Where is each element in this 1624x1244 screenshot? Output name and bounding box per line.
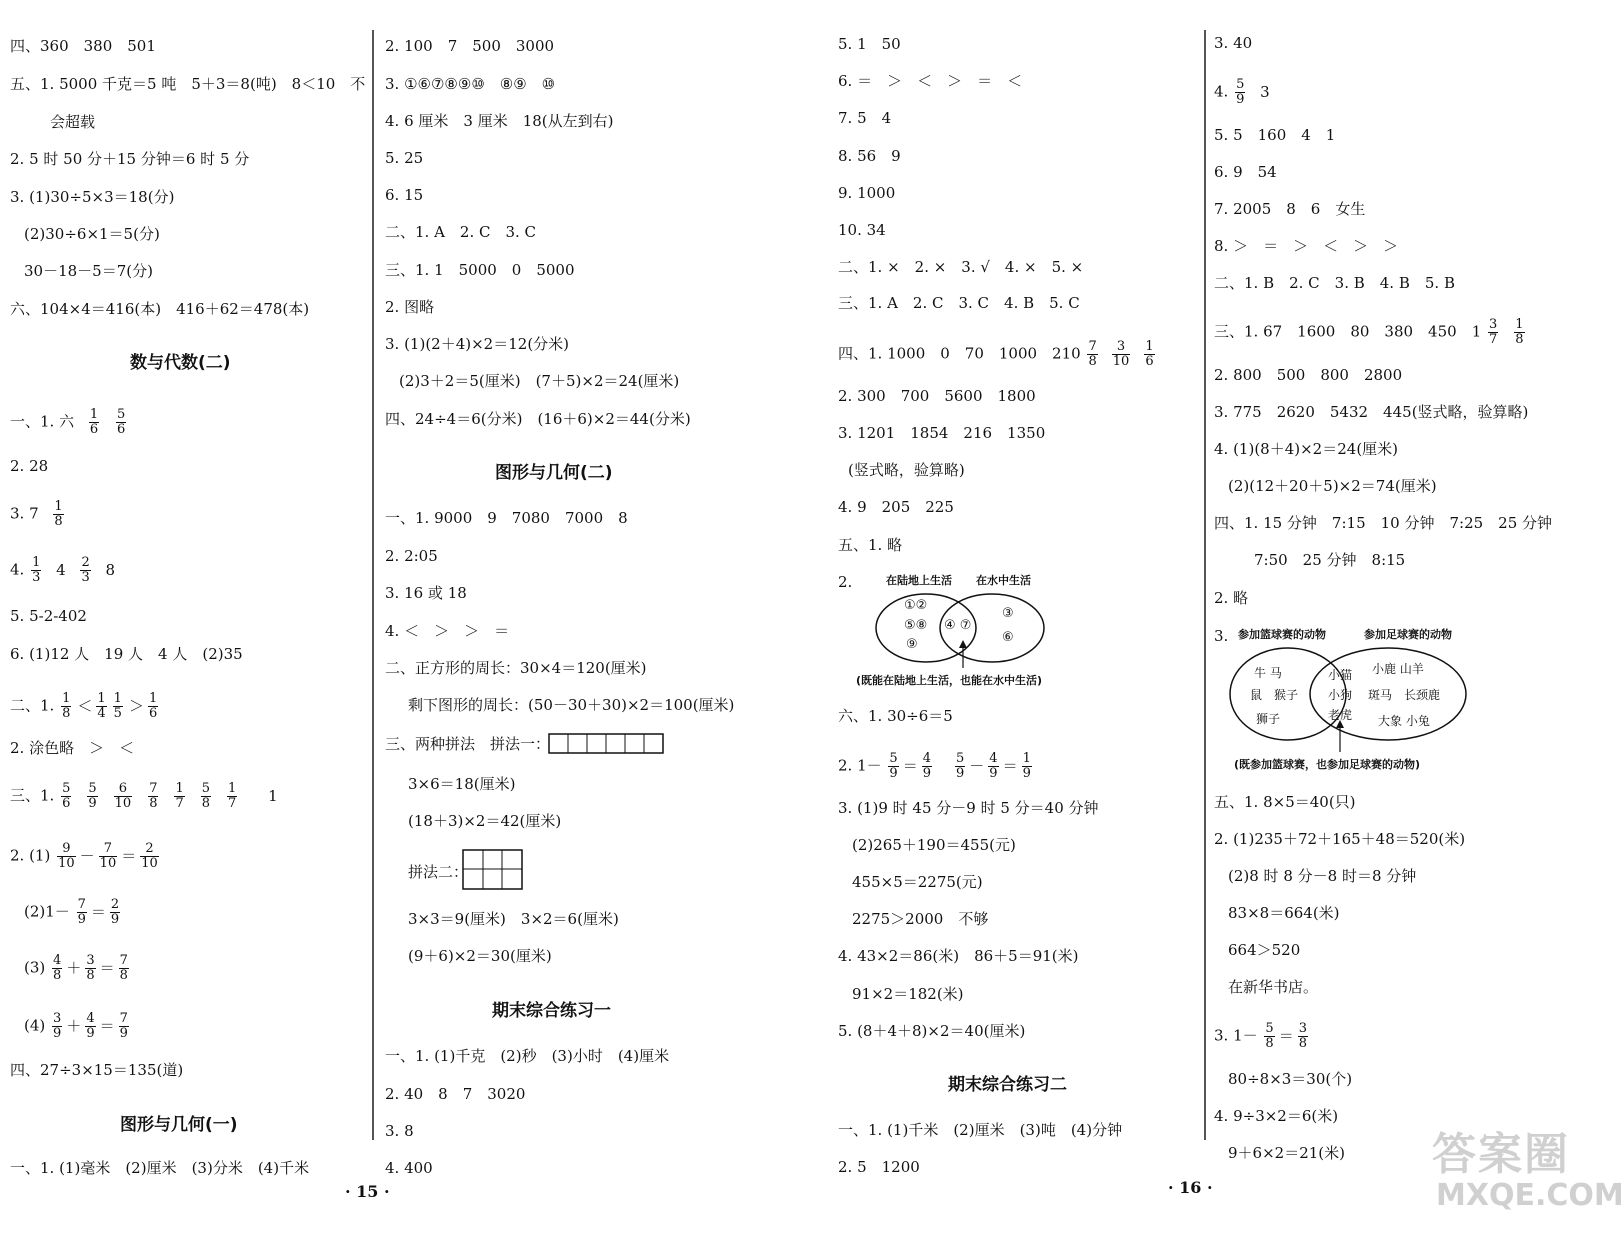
answer-text: 3	[1260, 82, 1270, 101]
answer-line: 二、1. A 2. C 3. C	[385, 223, 537, 241]
math-operator: －	[969, 756, 985, 775]
grid-figure-2x3	[462, 849, 524, 891]
fraction: $\frac{5}{6}$	[116, 407, 126, 437]
venn-item: 小狗	[1328, 688, 1353, 702]
venn-note: (既能在陆地上生活，也能在水中生活)	[856, 674, 1043, 687]
fraction: $\frac{3}{8}$	[1298, 1021, 1307, 1051]
fraction: $\frac{1}{4}$	[97, 691, 106, 721]
answer-line: 3. (1)9 时 45 分－9 时 5 分＝40 分钟	[838, 799, 1099, 817]
math-operator: ＋	[66, 1016, 82, 1035]
answer-text: (4)	[24, 1016, 46, 1035]
venn-item: 小鹿 山羊	[1372, 662, 1424, 676]
answer-line: 2. 略	[1214, 589, 1249, 607]
fraction-group	[50, 953, 131, 983]
fraction: $\frac{7}{8}$	[119, 953, 128, 983]
fraction: $\frac{7}{9}$	[119, 1011, 128, 1041]
fraction: $\frac{3}{9}$	[53, 1011, 62, 1041]
venn-label-left: 参加篮球赛的动物	[1238, 628, 1326, 641]
fraction: $\frac{1}{5}$	[113, 691, 122, 721]
answer-line: 2. 2:05	[385, 547, 438, 565]
answer-line	[838, 340, 1167, 369]
answer-line	[10, 842, 161, 871]
answer-line: 4. ＜ ＞ ＞ ＝	[385, 622, 510, 640]
fraction: $\frac{5}{9}$	[88, 781, 97, 811]
answer-line: 一、1. (1)千克 (2)秒 (3)小时 (4)厘米	[385, 1047, 670, 1065]
page-number: · 15 ·	[345, 1182, 390, 1201]
answer-line: 四、27÷3×15＝135(道)	[10, 1061, 184, 1079]
venn-diagram-land-water	[856, 570, 1068, 690]
answer-line: 拼法二：	[408, 863, 469, 881]
venn-item: 老虎	[1328, 708, 1353, 722]
answer-text: (3)	[24, 958, 46, 977]
answer-text: 2. 1－	[838, 756, 882, 775]
venn-item: ⑥	[1002, 630, 1014, 645]
fraction: $\frac{1}{7}$	[175, 781, 184, 811]
math-operator: －	[79, 846, 95, 865]
answer-line: 会超载	[50, 113, 96, 131]
answer-line	[10, 408, 128, 437]
answer-line: 3. 1201 1854 216 1350	[838, 424, 1046, 442]
answer-line: 6. 9 54	[1214, 163, 1277, 181]
answer-text: 2. (1)	[10, 846, 51, 865]
answer-line: 6. (1)12 人 19 人 4 人 (2)35	[10, 645, 243, 663]
answer-line: 6. ＝ ＞ ＜ ＞ ＝ ＜	[838, 72, 1023, 90]
answer-line: 五、1. 5000 千克＝5 吨 5＋3＝8(吨) 8＜10 不	[10, 75, 366, 93]
answer-line: 4. 43×2＝86(米) 86＋5＝91(米)	[838, 947, 1079, 965]
answer-text: 三、1.	[10, 786, 55, 805]
answer-line: 四、24÷4＝6(分米) (16＋6)×2＝44(分米)	[385, 410, 691, 428]
answer-line: 剩下图形的周长：(50－30＋30)×2＝100(厘米)	[408, 696, 735, 714]
fraction: $\frac{4}{8}$	[53, 953, 62, 983]
fraction: $\frac{5}{9}$	[956, 751, 965, 781]
grid-figure-1x6	[548, 733, 666, 755]
answer-line: (2)8 时 8 分－8 时＝8 分钟	[1228, 867, 1417, 885]
answer-line: 2. 5 时 50 分＋15 分钟＝6 时 5 分	[10, 150, 250, 168]
venn-item: ⑨	[906, 637, 918, 652]
fraction: $\frac{1}{3}$	[32, 555, 41, 585]
fraction-group	[59, 691, 162, 721]
answer-line	[838, 752, 1034, 781]
math-operator: ＝	[1002, 756, 1018, 775]
fraction: $\frac{5}{9}$	[889, 751, 898, 781]
fraction: $\frac{5}{8}$	[201, 781, 211, 811]
answer-line: 2275＞2000 不够	[852, 910, 989, 928]
answer-line: 91×2＝182(米)	[852, 985, 964, 1003]
section-heading: 图形与几何(二)	[495, 463, 613, 483]
answer-line: 2. 5 1200	[838, 1158, 920, 1176]
fraction: $\frac{3}{8}$	[86, 953, 95, 983]
watermark-url: MXQE.COM	[1436, 1178, 1624, 1213]
fraction: $\frac{7}{8}$	[1088, 339, 1097, 369]
fraction: $\frac{5}{8}$	[1265, 1021, 1274, 1051]
answer-text: 3. 1－	[1214, 1026, 1258, 1045]
answer-text: 3. 7	[10, 504, 39, 523]
answer-line: 2. 300 700 5600 1800	[838, 387, 1036, 405]
answer-line: 5. 5 160 4 1	[1214, 126, 1336, 144]
fraction-group	[1486, 317, 1539, 347]
fraction: $\frac{7}{10}$	[99, 841, 117, 871]
answer-line: 30－18－5＝7(分)	[24, 262, 153, 280]
answer-line: 3×3＝9(厘米) 3×2＝6(厘米)	[408, 910, 619, 928]
math-operator: ＝	[99, 1016, 115, 1035]
fraction: $\frac{1}{8}$	[54, 499, 63, 529]
answer-line: 2. 100 7 500 3000	[385, 37, 555, 55]
answer-line: (18＋3)×2＝42(厘米)	[408, 812, 562, 830]
math-operator: ＜	[77, 696, 93, 715]
answer-line: 455×5＝2275(元)	[852, 873, 983, 891]
fraction: $\frac{3}{7}$	[1489, 317, 1498, 347]
answer-line: 5. (8＋4＋8)×2＝40(厘米)	[838, 1022, 1026, 1040]
section-heading: 图形与几何(一)	[120, 1115, 238, 1135]
fraction: $\frac{4}{9}$	[922, 751, 931, 781]
fraction: $\frac{9}{10}$	[58, 841, 75, 871]
answer-line: (2)3＋2＝5(厘米) (7＋5)×2＝24(厘米)	[399, 372, 680, 390]
answer-line: 三、两种拼法 拼法一：	[385, 735, 551, 753]
answer-line: 一、1. 9000 9 7080 7000 8	[385, 509, 628, 527]
answer-line: 4. 400	[385, 1159, 433, 1177]
answer-line	[10, 692, 162, 721]
venn-item: 大象 小兔	[1378, 714, 1430, 728]
answer-text: (2)1－	[24, 902, 70, 921]
venn-item: ④ ⑦	[944, 618, 972, 633]
answer-line: 3. ①⑥⑦⑧⑨⑩ ⑧⑨ ⑩	[385, 75, 556, 93]
answer-line	[24, 898, 122, 927]
fraction: $\frac{1}{9}$	[1022, 751, 1031, 781]
answer-line: 一、1. (1)千米 (2)厘米 (3)吨 (4)分钟	[838, 1121, 1123, 1139]
answer-line: 六、1. 30÷6＝5	[838, 707, 953, 725]
math-operator: ＝	[99, 958, 115, 977]
fraction: $\frac{6}{10}$	[114, 781, 132, 811]
answer-line: 7:50 25 分钟 8:15	[1254, 551, 1406, 569]
fraction: $\frac{1}{7}$	[228, 781, 237, 811]
venn-item: ①②	[904, 598, 928, 613]
answer-line: 五、1. 8×5＝40(只)	[1214, 793, 1356, 811]
venn-label-right: 在水中生活	[976, 574, 1031, 587]
answer-text: 4.	[10, 560, 25, 579]
fraction: $\frac{3}{10}$	[1112, 339, 1130, 369]
answer-line	[1214, 78, 1270, 107]
column-divider	[1204, 30, 1206, 1140]
fraction: $\frac{2}{10}$	[141, 841, 158, 871]
answer-line	[10, 556, 115, 585]
answer-line: 5. 1 50	[838, 35, 901, 53]
math-operator: ＝	[902, 756, 918, 775]
answer-line: 3×6＝18(厘米)	[408, 775, 516, 793]
fraction: $\frac{1}{6}$	[89, 407, 99, 437]
answer-text: 四、1. 1000 0 70 1000 210	[838, 344, 1081, 363]
answer-line: 8. 56 9	[838, 147, 901, 165]
answer-line: 9＋6×2＝21(米)	[1228, 1144, 1345, 1162]
answer-line: 三、1. A 2. C 3. C 4. B 5. C	[838, 294, 1080, 312]
math-operator: ＝	[90, 902, 106, 921]
answer-line: (2)265＋190＝455(元)	[852, 836, 1016, 854]
fraction: $\frac{1}{8}$	[1515, 317, 1524, 347]
answer-line: 2. 涂色略 ＞ ＜	[10, 739, 135, 757]
section-heading: 数与代数(二)	[130, 353, 231, 373]
fraction-group	[1085, 339, 1166, 369]
answer-line: 3. 40	[1214, 34, 1253, 52]
fraction: $\frac{7}{9}$	[77, 897, 86, 927]
answer-line: 664＞520	[1228, 941, 1301, 959]
answer-line: 83×8＝664(米)	[1228, 904, 1340, 922]
answer-line: 3. 775 2620 5432 445(竖式略，验算略)	[1214, 403, 1529, 421]
section-heading: 期末综合练习二	[948, 1075, 1067, 1095]
fraction-group	[59, 781, 251, 811]
answer-line: 5. 25	[385, 149, 424, 167]
answer-line: 3. (1)(2＋4)×2＝12(分米)	[385, 335, 570, 353]
answer-line: 二、1. × 2. × 3. √ 4. × 5. ×	[838, 258, 1084, 276]
venn-label-left: 在陆地上生活	[886, 574, 952, 587]
answer-text: 二、1.	[10, 696, 55, 715]
answer-line: 5. 5-2-402	[10, 607, 87, 625]
fraction-group	[55, 841, 161, 871]
answer-line: 三、1. 1 5000 0 5000	[385, 261, 575, 279]
page-number: · 16 ·	[1168, 1178, 1213, 1197]
answer-text: 4	[56, 560, 66, 579]
answer-line: 3.	[1214, 627, 1229, 645]
fraction: $\frac{2}{9}$	[110, 897, 120, 927]
venn-item: ⑤⑧	[904, 618, 928, 633]
answer-line: (竖式略，验算略)	[848, 461, 965, 479]
answer-line: 80÷8×3＝30(个)	[1228, 1070, 1353, 1088]
fraction: $\frac{5}{9}$	[1236, 77, 1245, 107]
venn-item: 小猫	[1328, 668, 1353, 682]
watermark-text: 答案圈	[1432, 1129, 1570, 1180]
venn-item: ③	[1002, 606, 1014, 621]
fraction-group	[1262, 1021, 1310, 1051]
answer-text: 8	[105, 560, 116, 579]
answer-line: 四、360 380 501	[10, 37, 156, 55]
fraction: $\frac{7}{8}$	[149, 781, 158, 811]
answer-text: 4.	[1214, 82, 1229, 101]
answer-line: 2. 图略	[385, 298, 435, 316]
answer-line: 8. ＞ ＝ ＞ ＜ ＞ ＞	[1214, 237, 1399, 255]
answer-line: 四、1. 15 分钟 7:15 10 分钟 7:25 25 分钟	[1214, 514, 1553, 532]
answer-text: 1	[268, 786, 278, 805]
fraction-group	[75, 897, 123, 927]
answer-line: 4. 9 205 225	[838, 498, 954, 516]
answer-line: 4. (1)(8＋4)×2＝24(厘米)	[1214, 440, 1399, 458]
fraction: $\frac{1}{6}$	[1145, 339, 1154, 369]
answer-line: 2. 28	[10, 457, 49, 475]
answer-line	[10, 500, 66, 529]
fraction-group	[50, 1011, 131, 1041]
math-operator: ＋	[66, 958, 82, 977]
answer-line	[1214, 318, 1539, 347]
answer-line: 2. (1)235＋72＋165＋48＝520(米)	[1214, 830, 1466, 848]
answer-line: 2. 800 500 800 2800	[1214, 366, 1403, 384]
section-heading: 期末综合练习一	[492, 1001, 611, 1021]
answer-line: 3. 8	[385, 1122, 414, 1140]
math-operator: ＝	[121, 846, 137, 865]
venn-label-right: 参加足球赛的动物	[1364, 628, 1452, 641]
venn-item: 牛 马	[1254, 666, 1282, 680]
answer-line: 六、104×4＝416(本) 416＋62＝478(本)	[10, 300, 310, 318]
answer-line	[24, 1012, 131, 1041]
answer-line: 2.	[838, 573, 853, 591]
fraction: $\frac{4}{9}$	[86, 1011, 95, 1041]
answer-line: 3. (1)30÷5×3＝18(分)	[10, 188, 175, 206]
fraction: $\frac{4}{9}$	[989, 751, 998, 781]
fraction: $\frac{1}{8}$	[62, 691, 71, 721]
fraction: $\frac{1}{6}$	[148, 691, 158, 721]
fraction: $\frac{5}{6}$	[62, 781, 71, 811]
math-operator	[936, 757, 951, 775]
answer-line: 7. 2005 8 6 女生	[1214, 200, 1366, 218]
answer-line	[24, 954, 131, 983]
answer-line: 2. 40 8 7 3020	[385, 1085, 526, 1103]
answer-line: 4. 6 厘米 3 厘米 18(从左到右)	[385, 112, 614, 130]
answer-line	[1214, 1022, 1310, 1051]
answer-line: (2)(12＋20＋5)×2＝74(厘米)	[1228, 477, 1437, 495]
venn-item: 狮子	[1256, 712, 1281, 726]
answer-line: (9＋6)×2＝30(厘米)	[408, 947, 552, 965]
math-operator: ＝	[1278, 1026, 1294, 1045]
answer-line: (2)30÷6×1＝5(分)	[24, 225, 160, 243]
answer-line: 3. 16 或 18	[385, 584, 467, 602]
answer-line: 4. 9÷3×2＝6(米)	[1214, 1107, 1339, 1125]
answer-line: 五、1. 略	[838, 536, 903, 554]
answer-line: 10. 34	[838, 221, 886, 239]
answer-text: 三、1. 67 1600 80 380 450 1	[1214, 322, 1482, 341]
venn-note: (既参加篮球赛，也参加足球赛的动物)	[1234, 758, 1421, 771]
answer-line: 二、正方形的周长：30×4＝120(厘米)	[385, 659, 647, 677]
fraction-group	[886, 751, 1033, 781]
answer-line: 7. 5 4	[838, 109, 892, 127]
math-operator: ＞	[128, 696, 144, 715]
venn-diagram-ball-games	[1228, 624, 1468, 774]
answer-line: 一、1. (1)毫米 (2)厘米 (3)分米 (4)千米	[10, 1159, 310, 1177]
answer-line: 6. 15	[385, 186, 424, 204]
venn-item: 斑马 长颈鹿	[1368, 688, 1441, 702]
answer-line: 二、1. B 2. C 3. B 4. B 5. B	[1214, 274, 1455, 292]
answer-line	[10, 782, 278, 811]
venn-item: 鼠 猴子	[1250, 688, 1299, 702]
answer-text: 一、1. 六	[10, 412, 75, 431]
answer-line: 9. 1000	[838, 184, 896, 202]
answer-line: 在新华书店。	[1228, 978, 1319, 996]
fraction: $\frac{2}{3}$	[81, 555, 90, 585]
column-divider	[372, 30, 374, 1140]
